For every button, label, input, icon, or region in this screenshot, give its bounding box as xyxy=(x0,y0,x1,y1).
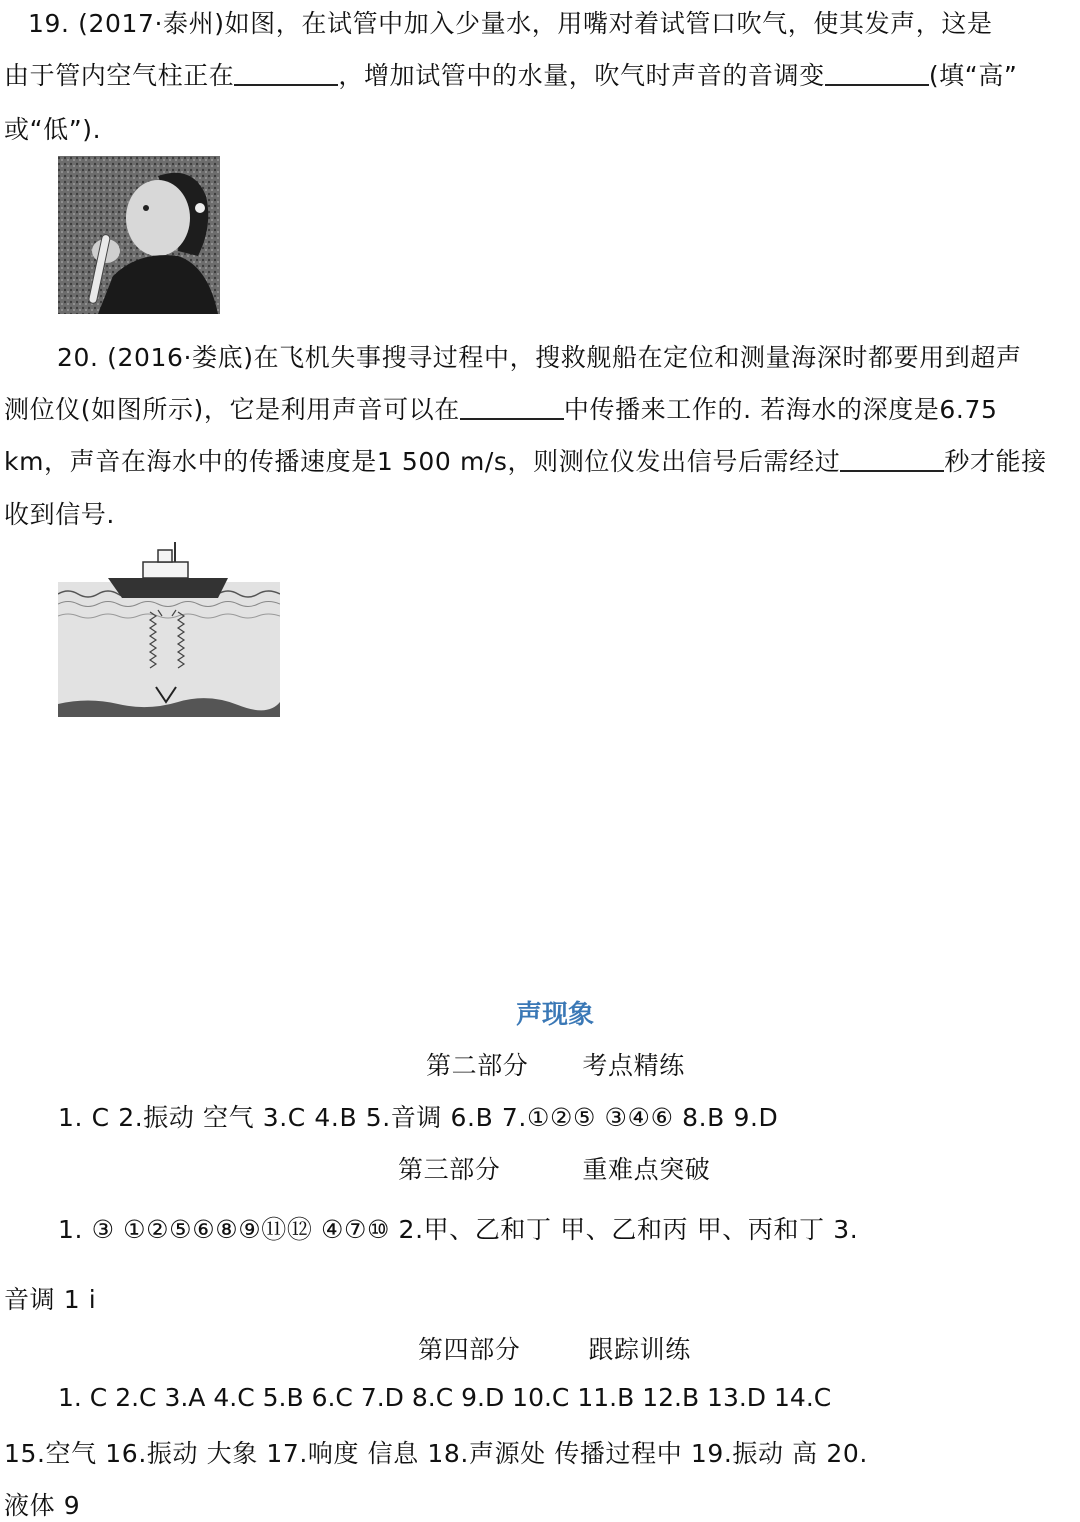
answer-blank xyxy=(234,60,338,86)
q20-text: 中传播来工作的. 若海水的深度是6.75 xyxy=(563,395,998,424)
answer-blank xyxy=(840,446,944,472)
q19-line-1: 19. (2017·泰州)如图，在试管中加入少量水，用嘴对着试管口吹气，使其发声，这是 xyxy=(28,9,993,38)
q20-line-2 xyxy=(4,390,997,426)
q19-line-2 xyxy=(4,56,1017,92)
part-topic: 重难点突破 xyxy=(582,1155,711,1184)
part2-heading xyxy=(426,1046,685,1082)
part2-answers: 1. C 2.振动 空气 3.C 4.B 5.音调 6.B 7.①②⑤ ③④⑥ 8.B 9.D xyxy=(58,1103,779,1132)
part3-answers-2: 音调 1 i xyxy=(4,1285,97,1314)
part4-answers-3: 液体 9 xyxy=(4,1491,81,1520)
part-label: 第四部分 xyxy=(418,1335,521,1364)
q19-text: 由于管内空气柱正在 xyxy=(4,61,235,90)
part4-answers-2: 15.空气 16.振动 大象 17.响度 信息 18.声源处 传播过程中 19.振动 高 20. xyxy=(4,1439,868,1468)
answer-blank xyxy=(460,394,564,420)
part4-answers-1: 1. C 2.C 3.A 4.C 5.B 6.C 7.D 8.C 9.D 10.C 11.B 12.B 13.D 14.C xyxy=(58,1383,832,1412)
q20-line-4: 收到信号. xyxy=(4,500,115,529)
part3-answers-1: 1. ③ ①②⑤⑥⑧⑨⑪⑫ ④⑦⑩ 2.甲、乙和丁 甲、乙和丙 甲、丙和丁 3. xyxy=(58,1215,859,1244)
girl-blowing-tube-photo xyxy=(58,156,220,314)
answers-title: 声现象 xyxy=(516,1000,595,1030)
q20-text: km，声音在海水中的传播速度是1 500 m/s，则测位仪发出信号后需经过 xyxy=(4,447,841,476)
q20-text: 测位仪(如图所示)，它是利用声音可以在 xyxy=(4,395,460,424)
ship-sonar-figure xyxy=(58,542,280,717)
q19-text: (填“高” xyxy=(928,61,1018,90)
part-topic: 跟踪训练 xyxy=(588,1335,691,1364)
part4-heading xyxy=(418,1330,691,1366)
q19-line-3: 或“低”). xyxy=(4,115,102,144)
part-topic: 考点精练 xyxy=(582,1051,685,1080)
part3-heading xyxy=(398,1150,710,1186)
q20-text: 秒才能接 xyxy=(944,447,1047,476)
q20-line-3 xyxy=(4,442,1047,478)
q19-text: ，增加试管中的水量，吹气时声音的音调变 xyxy=(338,61,825,90)
part-label: 第三部分 xyxy=(398,1155,501,1184)
answer-blank xyxy=(825,60,929,86)
q20-line-1: 20. (2016·娄底)在飞机失事搜寻过程中，搜救舰船在定位和测量海深时都要用到超声 xyxy=(57,343,1022,372)
part-label: 第二部分 xyxy=(426,1051,529,1080)
